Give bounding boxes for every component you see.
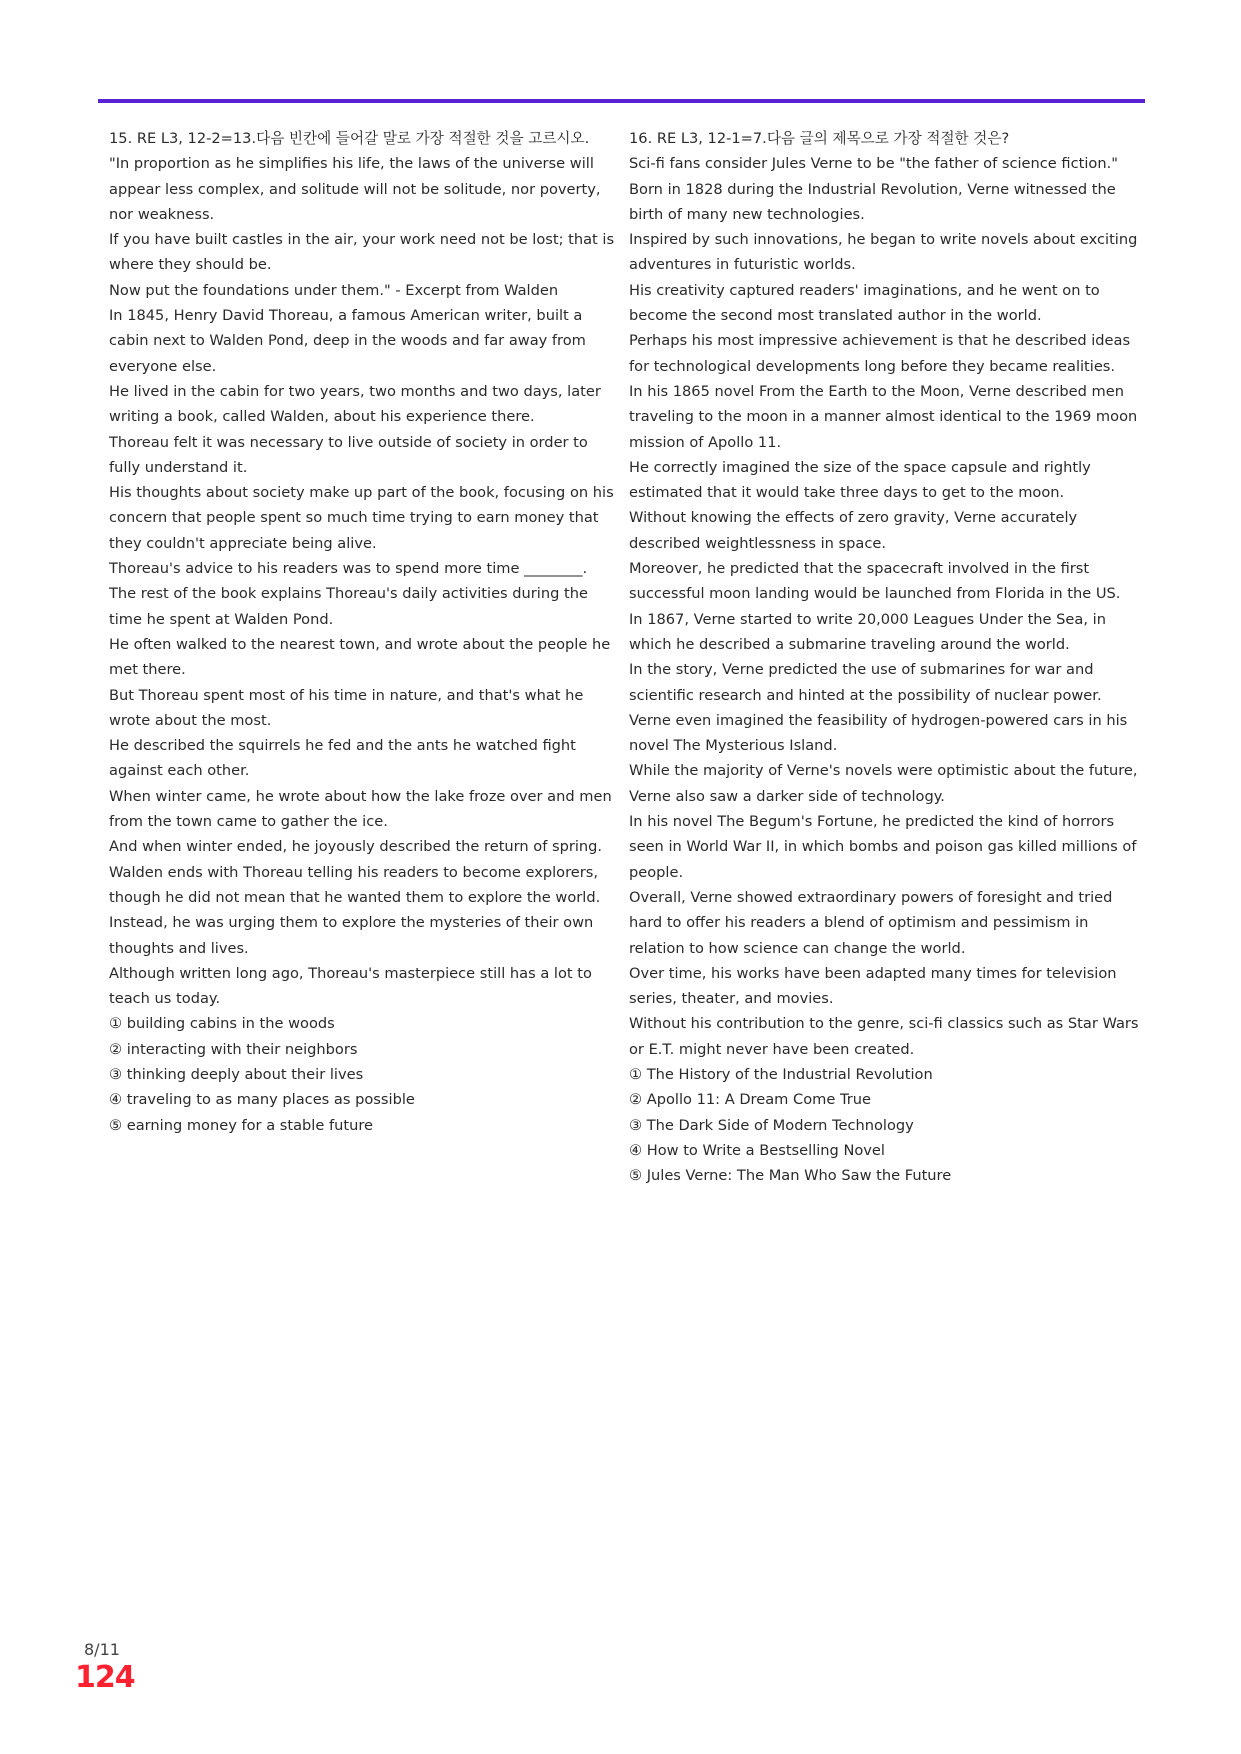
text-line: Although written long ago, Thoreau's masterpiece still has a lot to teach us today. <box>109 964 592 1008</box>
text-line: He lived in the cabin for two years, two months and two days, later writing a book, called Walden, about his experience there. <box>109 382 601 426</box>
text-line: Moreover, he predicted that the spacecraft involved in the first successful moon landing would be launched from Florida in the US. <box>629 560 1121 603</box>
text-line: ④ traveling to as many places as possible <box>109 1091 415 1109</box>
page-fraction: 8/11 <box>84 1640 120 1659</box>
text-line: He described the squirrels he fed and the ants he watched fight against each other. <box>109 737 576 780</box>
text-line: And when winter ended, he joyously described the return of spring. <box>109 838 603 856</box>
text-line: Born in 1828 during the Industrial Revolution, Verne witnessed the birth of many new technologies. <box>629 180 1116 223</box>
text-line: His creativity captured readers' imaginations, and he went on to become the second most translated author in the world. <box>629 281 1100 325</box>
text-line: ③ The Dark Side of Modern Technology <box>629 1116 914 1134</box>
text-line: In 1845, Henry David Thoreau, a famous American writer, built a cabin next to Walden Pond, deep in the woods and far away from everyone else. <box>109 307 586 375</box>
text-line: Verne even imagined the feasibility of hydrogen-powered cars in his novel The Mysterious Island. <box>629 711 1128 755</box>
text-line: ② interacting with their neighbors <box>109 1040 358 1058</box>
text-line: ① building cabins in the woods <box>109 1015 335 1033</box>
text-line: He correctly imagined the size of the space capsule and rightly estimated that it would take three days to get to the moon. <box>629 458 1091 502</box>
text-line: But Thoreau spent most of his time in nature, and that's what he wrote about the most. <box>109 686 584 729</box>
text-line: Without his contribution to the genre, sci-fi classics such as Star Wars or E.T. might never have been created. <box>629 1015 1139 1058</box>
text-line: 15. RE L3, 12-2=13.다음 빈칸에 들어갈 말로 가장 적절한 것을 고르시오. <box>109 130 590 147</box>
text-line: Without knowing the effects of zero gravity, Verne accurately described weightlessness in space. <box>629 509 1078 552</box>
text-line: Sci-fi fans consider Jules Verne to be "the father of science fiction." <box>629 155 1118 173</box>
text-line: Thoreau's advice to his readers was to spend more time ________. <box>109 560 588 578</box>
text-line: He often walked to the nearest town, and wrote about the people he met there. <box>109 635 611 679</box>
text-line: Perhaps his most impressive achievement is that he described ideas for technological developments long before they became realities. <box>629 332 1131 375</box>
text-line: ② Apollo 11: A Dream Come True <box>629 1091 871 1109</box>
text-line: In his 1865 novel From the Earth to the Moon, Verne described men traveling to the moon in a manner almost identical to the 1969 moon mission of Apollo 11. <box>629 382 1138 451</box>
text-line: In the story, Verne predicted the use of submarines for war and scientific research and hinted at the possibility of nuclear power. <box>629 661 1102 704</box>
text-line: Walden ends with Thoreau telling his readers to become explorers, though he did not mean that he wanted them to explore the world. <box>109 863 601 906</box>
text-line: ③ thinking deeply about their lives <box>109 1065 364 1083</box>
text-line: Over time, his works have been adapted many times for television series, theater, and movies. <box>629 964 1117 1008</box>
question-16 <box>629 126 1139 1188</box>
text-line: "In proportion as he simplifies his life, the laws of the universe will appear less complex, and solitude will not be solitude, nor poverty, nor weakness. <box>109 155 601 223</box>
text-line: In his novel The Begum's Fortune, he predicted the kind of horrors seen in World War II, in which bombs and poison gas killed millions of people. <box>629 813 1137 881</box>
text-line: Overall, Verne showed extraordinary powers of foresight and tried hard to offer his readers a blend of optimism and pessimism in relation to how science can change the world. <box>629 888 1113 957</box>
text-line: Inspired by such innovations, he began to write novels about exciting adventures in futuristic worlds. <box>629 231 1138 274</box>
text-line: 16. RE L3, 12-1=7.다음 글의 제목으로 가장 적절한 것은? <box>629 130 1010 147</box>
text-line: In 1867, Verne started to write 20,000 Leagues Under the Sea, in which he described a submarine traveling around the world. <box>629 610 1106 653</box>
text-line: When winter came, he wrote about how the lake froze over and men from the town came to gather the ice. <box>109 787 612 831</box>
text-line: Now put the foundations under them." - Excerpt from Walden <box>109 281 559 299</box>
text-line: Instead, he was urging them to explore the mysteries of their own thoughts and lives. <box>109 914 594 957</box>
text-line: ④ How to Write a Bestselling Novel <box>629 1141 885 1159</box>
page-number: 124 <box>75 1660 135 1695</box>
text-line: ① The History of the Industrial Revolution <box>629 1065 933 1083</box>
text-line: ⑤ earning money for a stable future <box>109 1116 373 1134</box>
text-line: Thoreau felt it was necessary to live outside of society in order to fully understand it. <box>109 433 588 476</box>
text-line: While the majority of Verne's novels were optimistic about the future, Verne also saw a darker side of technology. <box>629 762 1138 805</box>
header-rule <box>98 99 1145 103</box>
text-line: The rest of the book explains Thoreau's daily activities during the time he spent at Walden Pond. <box>109 585 588 628</box>
question-15 <box>109 126 619 1138</box>
text-line: His thoughts about society make up part of the book, focusing on his concern that people spent so much time trying to earn money that they couldn't appreciate being alive. <box>109 484 614 552</box>
text-line: If you have built castles in the air, your work need not be lost; that is where they should be. <box>109 231 615 274</box>
text-line: ⑤ Jules Verne: The Man Who Saw the Future <box>629 1167 952 1185</box>
